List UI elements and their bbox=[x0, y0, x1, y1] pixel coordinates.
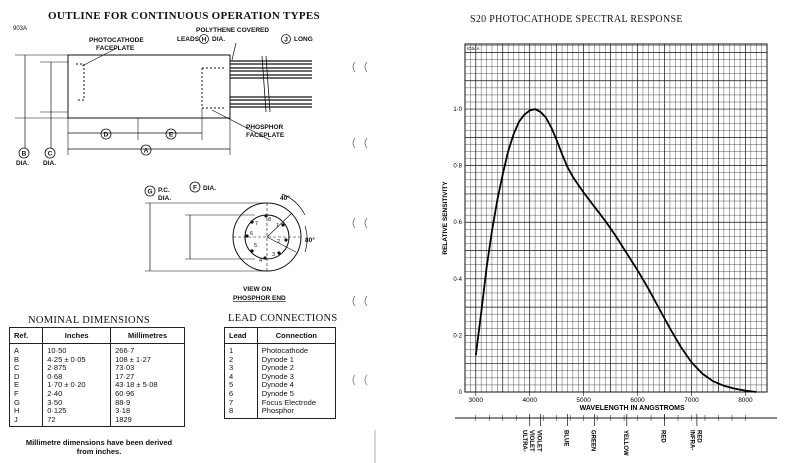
cell: Photocathode bbox=[257, 344, 335, 356]
band-label: RED bbox=[659, 430, 666, 443]
band-label: ULTRA- bbox=[521, 430, 528, 452]
label-dia-c: DIA. bbox=[43, 160, 56, 167]
cell: Phosphor bbox=[257, 407, 335, 418]
cell: 6 bbox=[225, 390, 258, 399]
dim-h: H bbox=[201, 36, 207, 44]
table-row bbox=[10, 344, 185, 356]
note-line: Millimetre dimensions have been derived bbox=[25, 438, 173, 447]
cell: Focus Electrode bbox=[257, 399, 335, 408]
label-dia-g: DIA. bbox=[158, 195, 171, 202]
cell: 5 bbox=[225, 381, 258, 390]
view-line1: VIEW ON bbox=[243, 286, 272, 293]
cell: 2 bbox=[225, 356, 258, 365]
col-header: Inches bbox=[43, 328, 111, 344]
leads bbox=[230, 61, 312, 107]
cell: 10·50 bbox=[43, 344, 111, 356]
label-photocathode: PHOTOCATHODE bbox=[89, 37, 144, 44]
cell: F bbox=[10, 390, 43, 399]
binding-marks bbox=[340, 0, 380, 463]
label-dia-h: DIA. bbox=[212, 36, 225, 43]
band-label: VIOLET bbox=[528, 430, 535, 452]
dim-d: D bbox=[103, 131, 109, 139]
angle-40: 40° bbox=[280, 195, 290, 202]
outline-title: OUTLINE FOR CONTINUOUS OPERATION TYPES bbox=[48, 10, 320, 22]
leads-title: LEAD CONNECTIONS bbox=[228, 313, 338, 324]
label-pc: P.C. bbox=[158, 187, 170, 194]
y-tick-label: 0·4 bbox=[453, 276, 462, 283]
cell: 8 bbox=[225, 407, 258, 418]
col-header: Lead bbox=[225, 328, 258, 344]
y-tick-label: 0·6 bbox=[453, 220, 462, 227]
cell: Dynode 2 bbox=[257, 364, 335, 373]
y-tick-label: 1·0 bbox=[453, 107, 462, 114]
photocathode-faceplate bbox=[76, 64, 84, 100]
y-tick-label: 0·2 bbox=[453, 333, 462, 340]
x-tick-label: 7000 bbox=[684, 397, 699, 404]
cell: 2·40 bbox=[43, 390, 111, 399]
band-label: YELLOW bbox=[621, 430, 628, 456]
cell: Dynode 1 bbox=[257, 356, 335, 365]
cell: 3 bbox=[225, 364, 258, 373]
cell: 3·18 bbox=[111, 407, 185, 416]
pin-label: 3 bbox=[272, 252, 276, 258]
cell: E bbox=[10, 381, 43, 390]
table-row bbox=[10, 356, 185, 365]
chart-title: S20 PHOTOCATHODE SPECTRAL RESPONSE bbox=[470, 14, 683, 25]
pin-label: 5 bbox=[254, 243, 258, 249]
label-dia-f: DIA. bbox=[203, 185, 216, 192]
cell: 60·96 bbox=[111, 390, 185, 399]
y-tick-label: 0·8 bbox=[453, 163, 462, 170]
dim-f: F bbox=[193, 184, 197, 192]
cell: A bbox=[10, 344, 43, 356]
cell: 0·68 bbox=[43, 373, 111, 382]
x-tick-label: 6000 bbox=[630, 397, 645, 404]
dim-a: A bbox=[143, 147, 149, 155]
ref-code: 903A bbox=[13, 26, 28, 32]
cell: 0·125 bbox=[43, 407, 111, 416]
cell: 7 bbox=[225, 399, 258, 408]
table-row bbox=[10, 390, 185, 399]
label-faceplate: FACEPLATE bbox=[96, 45, 135, 52]
x-tick-label: 4000 bbox=[522, 397, 537, 404]
cell: 1829 bbox=[111, 416, 185, 427]
cell: 108 ± 1·27 bbox=[111, 356, 185, 365]
pin-label: 4 bbox=[259, 258, 263, 264]
pin-label: 8 bbox=[268, 217, 272, 223]
cell: 43·18 ± 5·08 bbox=[111, 381, 185, 390]
label-phosphor-faceplate: FACEPLATE bbox=[246, 132, 285, 139]
cell: 3·50 bbox=[43, 399, 111, 408]
x-tick-label: 3000 bbox=[468, 397, 484, 404]
table-row bbox=[10, 407, 185, 416]
cell: Dynode 4 bbox=[257, 381, 335, 390]
cell: 266·7 bbox=[111, 344, 185, 356]
x-tick-label: 5000 bbox=[576, 397, 591, 404]
cell: Dynode 5 bbox=[257, 390, 335, 399]
band-label: RED bbox=[695, 430, 702, 443]
cell: Dynode 3 bbox=[257, 373, 335, 382]
cell: 73·03 bbox=[111, 364, 185, 373]
table-row bbox=[10, 416, 185, 427]
pin-label: 7 bbox=[255, 221, 259, 227]
cell: 4·25 ± 0·05 bbox=[43, 356, 111, 365]
cell: 1·70 ± 0·20 bbox=[43, 381, 111, 390]
table-row bbox=[10, 373, 185, 382]
cell: 17·27 bbox=[111, 373, 185, 382]
cell: H bbox=[10, 407, 43, 416]
cell: 2·875 bbox=[43, 364, 111, 373]
label-dia-b: DIA. bbox=[16, 160, 29, 167]
spectral-chart bbox=[400, 30, 800, 463]
tube-body bbox=[68, 55, 230, 118]
table-row bbox=[225, 407, 336, 418]
band-label: INFRA- bbox=[688, 430, 695, 451]
cell: 1 bbox=[225, 344, 258, 356]
cell: 72 bbox=[43, 416, 111, 427]
dim-g: G bbox=[147, 188, 153, 196]
label-phosphor: PHOSPHOR bbox=[246, 124, 284, 131]
cell: G bbox=[10, 399, 43, 408]
cell: B bbox=[10, 356, 43, 365]
label-leads: LEADS bbox=[177, 36, 200, 43]
dim-b: B bbox=[21, 150, 27, 158]
pin-label: 1 bbox=[276, 223, 280, 229]
dimensions-table bbox=[9, 327, 185, 427]
dimensions-note bbox=[4, 438, 194, 456]
pin-label: 6 bbox=[250, 231, 254, 237]
col-header: Ref. bbox=[10, 328, 43, 344]
phosphor-faceplate bbox=[202, 68, 225, 108]
col-header: Connection bbox=[257, 328, 335, 344]
band-label: VIOLET bbox=[535, 430, 542, 452]
cell: 88·9 bbox=[111, 399, 185, 408]
table-row bbox=[225, 344, 336, 356]
cell: C bbox=[10, 364, 43, 373]
dim-e: E bbox=[168, 131, 174, 139]
band-label: GREEN bbox=[589, 430, 596, 452]
pin-label: 2 bbox=[277, 239, 281, 245]
view-line2: PHOSPHOR END bbox=[233, 295, 286, 302]
x-tick-label: 8000 bbox=[738, 397, 753, 404]
dimensions-title: NOMINAL DIMENSIONS bbox=[28, 315, 150, 326]
label-long: LONG bbox=[294, 36, 313, 43]
dim-c: C bbox=[47, 150, 53, 158]
y-axis-label: RELATIVE SENSITIVITY bbox=[442, 181, 449, 255]
x-axis-label: WAVELENGTH IN ANGSTROMS bbox=[579, 405, 685, 412]
cell: D bbox=[10, 373, 43, 382]
table-row bbox=[10, 399, 185, 408]
corner-code: IC64A bbox=[467, 46, 480, 51]
spectrum-bands bbox=[521, 414, 701, 456]
y-tick-label: 0 bbox=[458, 390, 462, 396]
outline-drawing bbox=[0, 0, 380, 310]
table-row bbox=[10, 364, 185, 373]
label-polythene: POLYTHENE COVERED bbox=[196, 27, 270, 34]
dim-j: J bbox=[284, 36, 288, 44]
table-row bbox=[10, 381, 185, 390]
col-header: Millimetres bbox=[111, 328, 185, 344]
cell: 4 bbox=[225, 373, 258, 382]
angle-80: 80° bbox=[305, 237, 315, 244]
band-label: BLUE bbox=[562, 430, 569, 447]
note-line: from inches. bbox=[76, 447, 122, 456]
cell: J bbox=[10, 416, 43, 427]
leads-table bbox=[224, 327, 336, 419]
